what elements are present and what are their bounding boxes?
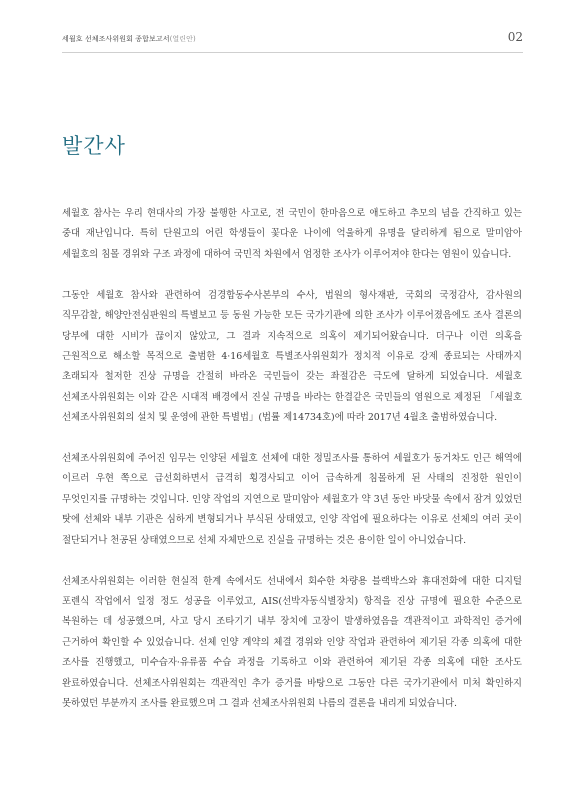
report-title: 세월호 선체조사위원회 종합보고서 xyxy=(62,35,170,43)
paragraph: 선체조사위원회에 주어진 임무는 인양된 세월호 선체에 대한 정밀조사를 통하여 세월호가 동거차도 인근 해역에 이르러 우현 쪽으로 급선회하면서 급격히 횡경사되고 이어 급속하게 침몰하게 된 사태의 진정한 원인이 무엇인지를 규명하는 것입니다. 인양 작업의 지연으로 말미암아 세월호가 약 3년 동안 바닷물 속에서 잠겨 있었던 탓에 선체와 내부 기관은 심하게 변형되거나 부식된 상태였고, 인양 작업에 필요하다는 이유로 선체의 여러 곳이 절단되거나 천공된 상태였으므로 선체 자체만으로 진실을 규명하는 것은 용이한 일이 아니었습니다. xyxy=(62,453,522,546)
report-subtitle: (열린안) xyxy=(169,35,196,43)
paragraph: 세월호 참사는 우리 현대사의 가장 불행한 사고로, 전 국민이 한마음으로 애도하고 추모의 념을 간직하고 있는 중대 재난입니다. 특히 단원고의 어린 학생들이 꽃다운 나이에 억울하게 유명을 달리하게 됨으로 말미암아 세월호의 침몰 경위와 구조 과정에 대하여 국민적 차원에서 엄정한 조사가 이루어져야 한다는 염원이 있습니다. xyxy=(62,208,522,260)
paragraph: 선체조사위원회는 이러한 현실적 한계 속에서도 선내에서 회수한 차량용 블랙박스와 휴대전화에 대한 디지털 포렌식 작업에서 일정 정도 성공을 이루었고, AIS(선박자동식별장치) 항적을 진상 규명에 필요한 수준으로 복원하는 데 성공했으며, 사고 당시 조타기기 내부 장치에 고장이 발생하였음을 객관적이고 과학적인 증거에 근거하여 확인할 수 있었습니다. 선체 인양 계약의 체결 경위와 인양 작업과 관련하여 제기된 각종 의혹에 대한 조사를 진행했고, 미수습자·유류품 수습 과정을 기록하고 이와 관련하여 제기된 각종 의혹에 대한 조사도 완료하였습니다. 선체조사위원회는 객관적인 추가 증거를 바탕으로 그동안 다른 국가기관에서 미처 확인하지 못하였던 부분까지 조사를 완료했으며 그 결과 선체조사위원회 나름의 결론을 내리게 되었습니다. xyxy=(62,575,522,710)
body-text xyxy=(62,204,522,735)
paragraph: 그동안 세월호 참사와 관련하여 검경합동수사본부의 수사, 법원의 형사재판, 국회의 국정감사, 감사원의 직무감찰, 해양안전심판원의 특별보고 등 동원 가능한 모든 국가기관에 의한 조사가 이루어졌음에도 조사 결론의 당부에 대한 시비가 끊이지 않았고, 그 결과 지속적으로 의혹이 제기되어왔습니다. 더구나 이런 의혹을 근원적으로 해소할 목적으로 출범한 4·16세월호 특별조사위원회가 정치적 이유로 강제 종료되는 사태까지 초래되자 철저한 진상 규명을 간절히 바라온 국민들이 갖는 좌절감은 극도에 달하게 되었습니다. 세월호 선체조사위원회는 이와 같은 시대적 배경에서 진실 규명을 바라는 한결같은 국민들의 염원으로 제정된 「세월호 선체조사위원회의 설치 및 운영에 관한 특별법」(법률 제14734호)에 따라 2017년 4월초 출범하였습니다. xyxy=(62,289,522,424)
page-number: 02 xyxy=(507,30,523,44)
header-divider xyxy=(62,52,523,53)
running-header xyxy=(62,34,196,44)
page-title: 발간사 xyxy=(62,134,126,159)
